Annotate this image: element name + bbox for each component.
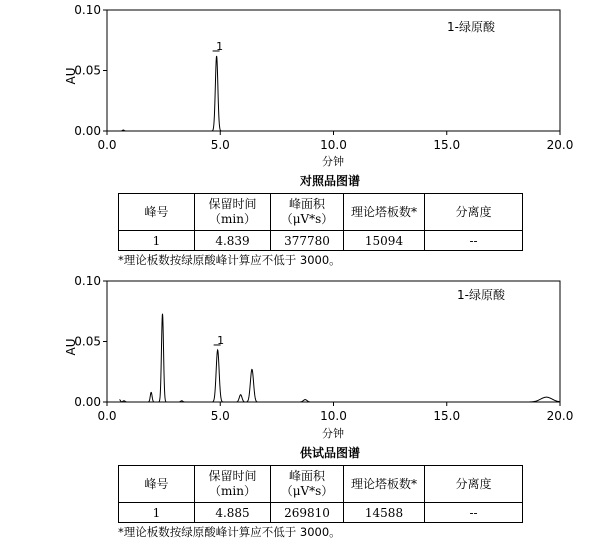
col-theoretical-plates: 理论塔板数* [344,466,425,503]
col-resolution: 分离度 [425,194,523,231]
cell-resolution: -- [425,231,523,251]
y-tick-label: 0.05 [74,334,101,349]
peak-label: 1 [217,333,225,347]
legend-label: 1-绿原酸 [457,288,505,302]
reference-peak-table [118,193,523,251]
x-tick-label: 20.0 [546,409,574,423]
x-tick-label: 20.0 [546,138,574,152]
cell-resolution: -- [425,503,523,523]
y-axis-label: AU [64,67,78,85]
col-peak-area: 峰面积 （μV*s） [271,466,344,503]
sample-peak-table [118,465,523,523]
x-tick-label: 15.0 [433,138,461,152]
x-axis-label: 分钟 [322,155,344,168]
chromatogram-trace [119,56,560,131]
cell-theoretical-plates: 14588 [344,503,425,523]
y-tick-label: 0.00 [74,124,101,138]
col-peak-area: 峰面积 （μV*s） [271,194,344,231]
x-tick-label: 0.0 [97,409,117,423]
sample-caption: 供试品图谱 [299,446,360,460]
col-resolution: 分离度 [425,466,523,503]
table-note: *理论板数按绿原酸峰计算应不低于 3000。 [118,525,341,539]
col-retention-time: 保留时间 （min） [195,194,271,231]
x-tick-label: 5.0 [210,409,230,423]
x-tick-label: 10.0 [320,138,347,152]
reference-chromatogram [0,0,610,170]
cell-theoretical-plates: 15094 [344,231,425,251]
y-axis-label: AU [64,338,78,356]
x-tick-label: 15.0 [433,409,461,423]
y-tick-label: 0.10 [74,3,101,17]
table-note: *理论板数按绿原酸峰计算应不低于 3000。 [118,253,341,267]
x-tick-label: 10.0 [320,409,347,423]
x-tick-label: 5.0 [210,138,230,152]
table-row [119,503,523,523]
table-row [119,231,523,251]
col-retention-time: 保留时间 （min） [195,466,271,503]
cell-peak-no: 1 [119,231,195,251]
table-header-row [119,466,523,503]
col-peak-no: 峰号 [119,466,195,503]
x-tick-label: 0.0 [97,138,117,152]
cell-peak-area: 269810 [271,503,344,523]
x-axis-label: 分钟 [322,427,344,440]
table-header-row [119,194,523,231]
col-theoretical-plates: 理论塔板数* [344,194,425,231]
chromatogram-trace [119,314,560,402]
y-tick-label: 0.10 [74,274,101,288]
cell-retention-time: 4.885 [195,503,271,523]
reference-caption: 对照品图谱 [299,174,360,188]
y-tick-label: 0.00 [74,395,101,409]
cell-peak-no: 1 [119,503,195,523]
sample-chromatogram [0,271,610,443]
peak-label: 1 [216,39,224,53]
cell-retention-time: 4.839 [195,231,271,251]
legend-label: 1-绿原酸 [447,20,495,34]
cell-peak-area: 377780 [271,231,344,251]
col-peak-no: 峰号 [119,194,195,231]
y-tick-label: 0.05 [74,63,101,78]
